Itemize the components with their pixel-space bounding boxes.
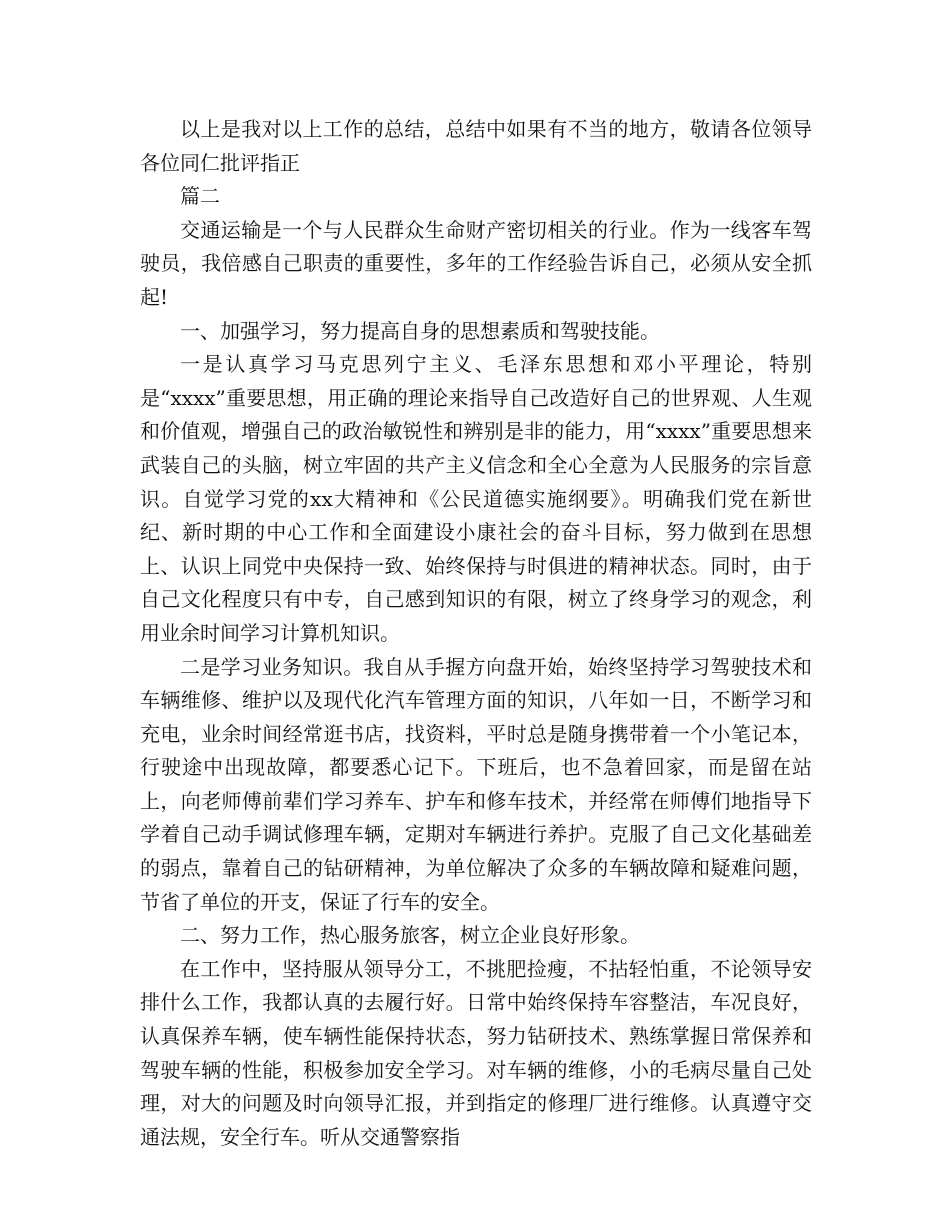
paragraph-intro: 交通运输是一个与人民群众生命财产密切相关的行业。作为一线客车驾驶员，我倍感自己职责的重要性，多年的工作经验告诉自己，必须从安全抓起! [140,217,812,309]
paragraph-business-study: 二是学习业务知识。我自从手握方向盘开始，始终坚持学习驾驶技术和车辆维修、维护以及现代化汽车管理方面的知识，八年如一日，不断学习和充电，业余时间经常逛书店，找资料，平时总是随身携带着一个小笔记本，行驶途中出现故障，都要悉心记下。下班后，也不急着回家，而是留在站上，向老师傅前辈们学习养车、护车和修车技术，并经常在师傅们地指导下学着自己动手调试修理车辆，定期对车辆进行养护。克服了自己文化基础差的弱点，靠着自己的钻研精神，为单位解决了众多的车辆故障和疑难问题，节省了单位的开支，保证了行车的安全。 [140,654,812,914]
document-body [140,113,812,1154]
paragraph-work: 在工作中，坚持服从领导分工，不挑肥捡瘦，不拈轻怕重，不论领导安排什么工作，我都认真的去履行好。日常中始终保持车容整洁，车况良好，认真保养车辆，使车辆性能保持状态，努力钻研技术、熟练掌握日常保养和驾驶车辆的性能，积极参加安全学习。对车辆的维修，小的毛病尽量自己处理，对大的问题及时向领导汇报，并到指定的修理厂进行维修。认真遵守交通法规，安全行车。听从交通警察指 [140,956,812,1149]
paragraph-summary-closing: 以上是我对以上工作的总结，总结中如果有不当的地方，敬请各位领导各位同仁批评指正 [140,117,812,175]
paragraph-theory-study: 一是认真学习马克思列宁主义、毛泽东思想和邓小平理论，特别是“xxxx”重要思想，用正确的理论来指导自己改造好自己的世界观、人生观和价值观，增强自己的政治敏锐性和辨别是非的能力，用“xxxx”重要思想来武装自己的头脑，树立牢固的共产主义信念和全心全意为人民服务的宗旨意识。自觉学习党的xx大精神和《公民道德实施纲要》。明确我们党在新世纪、新时期的中心工作和全面建设小康社会的奋斗目标，努力做到在思想上、认识上同党中央保持一致、始终保持与时俱进的精神状态。同时，由于自己文化程度只有中专，自己感到知识的有限，树立了终身学习的观念，利用业余时间学习计算机知识。 [140,352,812,645]
section-heading-part-two: 篇二 [180,184,220,209]
section-heading-one: 一、加强学习，努力提高自身的思想素质和驾驶技能。 [180,318,660,343]
section-heading-two: 二、努力工作，热心服务旅客，树立企业良好形象。 [180,923,640,948]
